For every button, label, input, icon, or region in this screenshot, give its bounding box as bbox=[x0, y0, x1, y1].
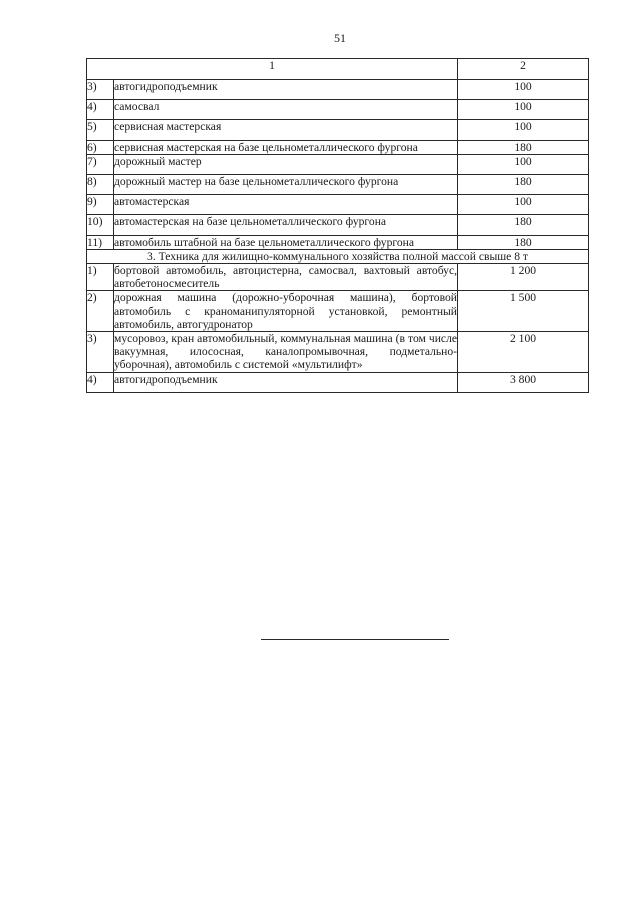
vehicle-name: автомастерская bbox=[114, 195, 458, 215]
vehicle-name: сервисная мастерская bbox=[114, 120, 458, 140]
row-value: 1 500 bbox=[458, 291, 589, 332]
row-value: 100 bbox=[458, 120, 589, 140]
table-row bbox=[87, 235, 589, 249]
row-value: 3 800 bbox=[458, 372, 589, 392]
row-number: 1) bbox=[87, 264, 114, 291]
table-row bbox=[87, 332, 589, 373]
table-row bbox=[87, 80, 589, 100]
vehicle-name: дорожный мастер bbox=[114, 154, 458, 174]
vehicle-norms-table bbox=[86, 58, 589, 393]
row-number: 10) bbox=[87, 215, 114, 235]
row-number: 4) bbox=[87, 100, 114, 120]
column-header-1: 1 bbox=[87, 59, 458, 80]
column-header-2: 2 bbox=[458, 59, 589, 80]
row-value: 180 bbox=[458, 140, 589, 154]
row-number: 9) bbox=[87, 195, 114, 215]
row-number: 5) bbox=[87, 120, 114, 140]
table-row bbox=[87, 264, 589, 291]
row-value: 100 bbox=[458, 100, 589, 120]
table-row bbox=[87, 195, 589, 215]
section-row bbox=[87, 249, 589, 263]
row-number: 7) bbox=[87, 154, 114, 174]
vehicle-name: дорожный мастер на базе цельнометаллического фургона bbox=[114, 175, 458, 195]
row-value: 2 100 bbox=[458, 332, 589, 373]
table-row bbox=[87, 291, 589, 332]
vehicle-name: самосвал bbox=[114, 100, 458, 120]
table-row bbox=[87, 140, 589, 154]
vehicle-name: мусоровоз, кран автомобильный, коммунальная машина (в том числе вакуумная, илососная, каналопромывочная, подметально-уборочная), автомобиль с системой «мультилифт» bbox=[114, 332, 458, 372]
row-number: 8) bbox=[87, 175, 114, 195]
row-value: 100 bbox=[458, 80, 589, 100]
row-value: 180 bbox=[458, 235, 589, 249]
table-row bbox=[87, 154, 589, 174]
closing-rule bbox=[261, 639, 449, 640]
section-title: 3. Техника для жилищно-коммунального хозяйства полной массой свыше 8 т bbox=[87, 249, 589, 263]
table-row bbox=[87, 175, 589, 195]
row-value: 100 bbox=[458, 154, 589, 174]
row-value: 180 bbox=[458, 175, 589, 195]
row-number: 4) bbox=[87, 372, 114, 392]
vehicle-name: бортовой автомобиль, автоцистерна, самосвал, вахтовый автобус, автобетоносмеситель bbox=[114, 264, 458, 291]
vehicle-name: автомобиль штабной на базе цельнометаллического фургона bbox=[114, 235, 458, 249]
table-row bbox=[87, 100, 589, 120]
vehicle-name: автогидроподъемник bbox=[114, 80, 458, 100]
table-row bbox=[87, 215, 589, 235]
row-number: 11) bbox=[87, 235, 114, 249]
row-number: 3) bbox=[87, 80, 114, 100]
row-number: 2) bbox=[87, 291, 114, 332]
row-number: 3) bbox=[87, 332, 114, 373]
vehicle-name: автогидроподъемник bbox=[114, 372, 458, 392]
row-value: 180 bbox=[458, 215, 589, 235]
vehicle-name: автомастерская на базе цельнометаллического фургона bbox=[114, 215, 458, 235]
vehicle-name: сервисная мастерская на базе цельнометаллического фургона bbox=[114, 140, 458, 154]
vehicle-name: дорожная машина (дорожно-уборочная машина), бортовой автомобиль с краноманипуляторной установкой, ремонтный автомобиль, автогудронатор bbox=[114, 291, 458, 331]
row-number: 6) bbox=[87, 140, 114, 154]
row-value: 100 bbox=[458, 195, 589, 215]
row-value: 1 200 bbox=[458, 264, 589, 291]
table-header-row bbox=[87, 59, 589, 80]
table-row bbox=[87, 120, 589, 140]
table-row bbox=[87, 372, 589, 392]
page-number: 51 bbox=[334, 31, 346, 45]
